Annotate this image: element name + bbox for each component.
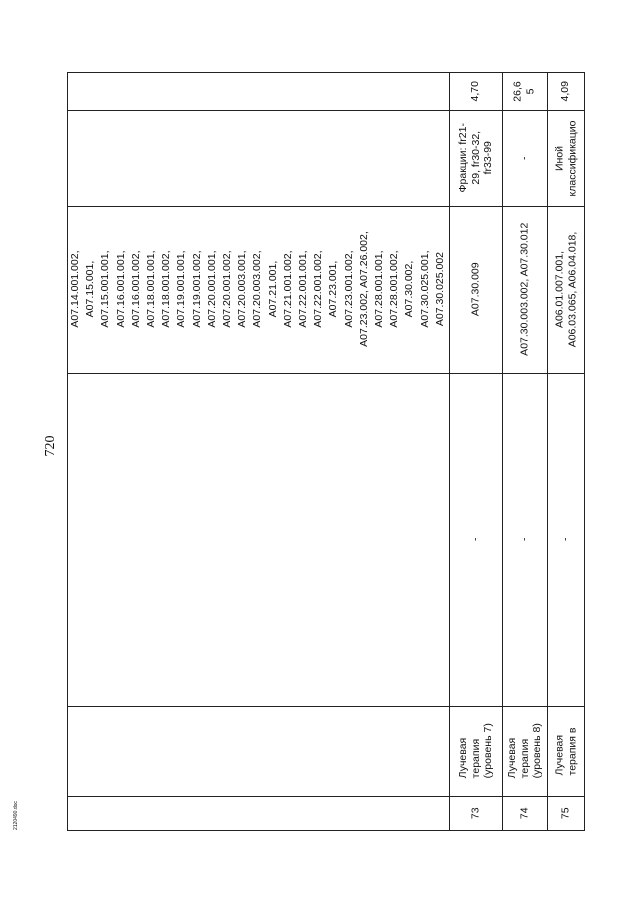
row-number: 75: [559, 807, 572, 819]
service-code-line: A07.20.003.001,: [236, 250, 249, 329]
service-name-line: Лучевая: [553, 734, 566, 775]
other-criteria-line: Фракции: fr21-: [456, 123, 469, 193]
service-name-line: Лучевая: [456, 738, 469, 779]
table-cell-coefficient: [547, 72, 584, 110]
service-code-line: A07.30.025.002: [433, 252, 446, 327]
other-criteria-line: -: [518, 156, 531, 160]
table-cell-name: [502, 706, 547, 796]
table-cell-mkb: [449, 373, 502, 706]
service-name-line: Лучевая: [505, 738, 518, 779]
table-cell-mkb: [502, 373, 547, 706]
service-code-line: A07.22.001.002,: [312, 250, 325, 329]
table-row: [547, 796, 584, 830]
service-code-line: A07.21.001.002,: [281, 250, 294, 329]
service-code-line: A07.16.001.001,: [114, 250, 127, 329]
coefficient-value: 5: [524, 88, 537, 94]
service-code-line: A07.16.001.002,: [129, 250, 142, 329]
service-code-line: A07.20.001.001,: [205, 250, 218, 329]
cell-dash: -: [518, 537, 531, 542]
service-codes: A07.30.009: [469, 262, 482, 317]
service-code-line: A07.23.001,: [327, 261, 340, 318]
service-code-line: A07.20.003.002,: [251, 250, 264, 329]
service-name-line: терапия в: [565, 727, 578, 775]
service-code-line: A07.20.001.002,: [220, 250, 233, 329]
coefficient-value: 4,70: [469, 80, 482, 102]
service-code-line: A07.28.001.002,: [388, 250, 401, 329]
service-code-line: A07.18.001.001,: [144, 250, 157, 329]
service-code-line: A07.15.001.001,: [99, 250, 112, 329]
service-code-line: A07.22.001.001,: [297, 250, 309, 329]
table-cell-coefficient: [502, 72, 547, 110]
table-cell-codes: [449, 206, 502, 373]
other-criteria-line: классификацио: [565, 120, 578, 196]
service-code-line: A07.23.001.002,: [342, 250, 355, 329]
service-code-line: A06.01.007.001,: [553, 250, 566, 329]
table-cell-name: [547, 706, 584, 796]
row-number: 73: [469, 807, 482, 819]
service-name-line: терапия: [518, 739, 531, 779]
service-code-line: A07.14.001.002,: [68, 250, 81, 329]
service-name-line: (уровень 8): [530, 723, 543, 779]
table-row: [449, 796, 502, 830]
document-footer-code: 2120490.doc: [13, 801, 19, 830]
other-criteria-line: 29, fr30-32,: [469, 131, 482, 185]
cell-dash: -: [559, 537, 572, 542]
other-criteria-line: Иной: [553, 145, 565, 171]
service-name-line: терапия: [469, 739, 482, 779]
service-code-line: A07.30.025.001,: [418, 250, 431, 329]
table-cell-codes: [502, 206, 547, 373]
service-code-line: A07.19.001.001,: [175, 250, 188, 329]
service-code-line: A07.28.001.001,: [373, 250, 386, 329]
row-number: 74: [518, 807, 531, 819]
service-code-line: A07.30.002,: [403, 261, 416, 318]
table-cell-mkb: [547, 373, 584, 706]
table-cell-codes: [547, 206, 584, 373]
table-cell-other-criteria: [449, 110, 502, 206]
coefficient-value: 4,09: [559, 80, 572, 102]
service-code-line: A07.18.001.002,: [160, 250, 173, 329]
page-number: 720: [43, 435, 58, 457]
table-left-border: [67, 72, 68, 831]
service-code-line: A07.21.001,: [266, 261, 279, 318]
table-cell-other-criteria: [502, 110, 547, 206]
cell-dash: -: [469, 537, 482, 542]
table-row: [502, 796, 547, 830]
table-bottom-border: [67, 830, 585, 831]
service-codes: A07.30.003.002, A07.30.012: [518, 222, 531, 357]
table-cell-other-criteria: [547, 110, 584, 206]
table-right-border: [584, 72, 585, 831]
table-cell-name: [449, 706, 502, 796]
table-cell-codes-continued: [67, 206, 449, 373]
coefficient-value: 26,6: [512, 80, 524, 102]
service-code-line: A06.03.065, A06.04.018,: [565, 231, 578, 348]
table-cell-coefficient: [449, 72, 502, 110]
service-name-line: (уровень 7): [481, 723, 494, 779]
service-code-line: A07.15.001,: [84, 261, 97, 318]
service-code-line: A07.19.001.002,: [190, 250, 203, 329]
service-code-line: A07.23.002, A07.26.002,: [357, 231, 370, 348]
other-criteria-line: fr33-99: [481, 141, 494, 175]
